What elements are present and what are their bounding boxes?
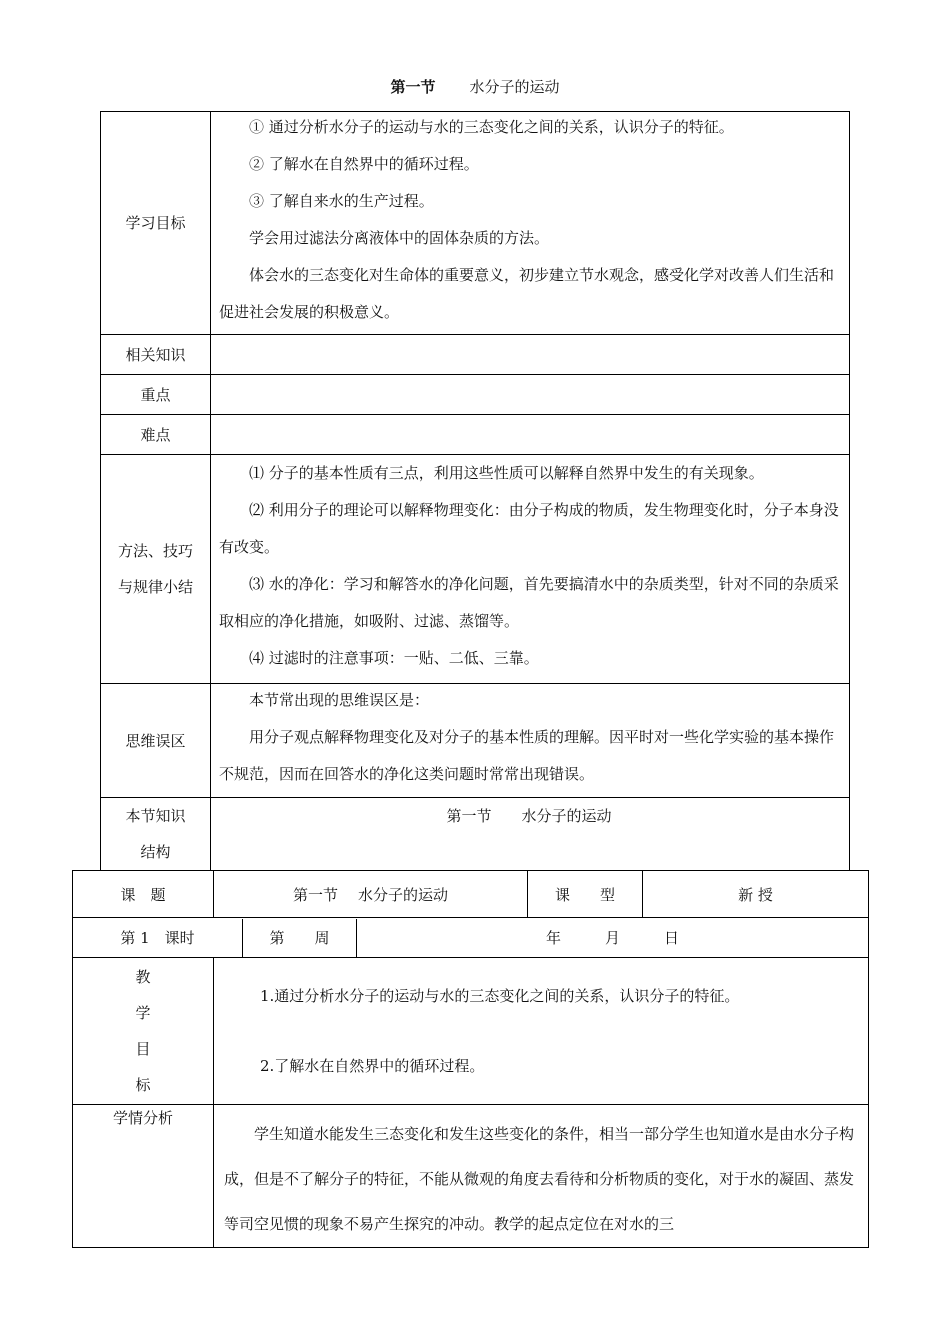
analysis-content <box>214 1105 869 1248</box>
topic-label: 课 题 <box>73 871 214 918</box>
title-section: 第一节 <box>390 78 436 96</box>
structure-topic: 水分子的运动 <box>521 807 612 825</box>
objective-item: 体会水的三态变化对生命体的重要意义，初步建立节水观念，感受化学对改善人们生活和促进社会发展的积极意义。 <box>219 266 835 321</box>
page-title <box>0 76 950 97</box>
topic-name: 水分子的运动 <box>358 885 449 904</box>
objective-item: ③ 了解自来水的生产过程。 <box>249 192 434 210</box>
study-guide-table <box>100 111 850 871</box>
teaching-objectives-label <box>73 958 214 1105</box>
key-point-label: 重点 <box>101 375 211 415</box>
type-value: 新 授 <box>643 871 869 918</box>
objective-item: ① 通过分析水分子的运动与水的三态变化之间的关系，认识分子的特征。 <box>249 118 734 136</box>
structure-label <box>101 798 211 871</box>
difficult-point-label: 难点 <box>101 415 211 455</box>
objectives-content <box>211 112 850 335</box>
type-label: 课 型 <box>528 871 643 918</box>
label-char: 教 <box>135 968 151 986</box>
structure-label-line: 本节知识 <box>125 807 186 825</box>
misconception-label: 思维误区 <box>101 684 211 798</box>
key-point-content <box>211 375 850 415</box>
misconception-content <box>211 684 850 798</box>
lesson-plan-table <box>72 870 869 1248</box>
teaching-objective-item: 1.通过分析水分子的运动与水的三态变化之间的关系，认识分子的特征。 <box>260 987 740 1005</box>
structure-section: 第一节 <box>446 807 492 825</box>
topic-value <box>214 871 528 918</box>
teaching-objectives-content <box>214 958 869 1105</box>
teaching-objective-item: 2.了解水在自然界中的循环过程。 <box>260 1057 485 1075</box>
methods-label-line: 方法、技巧 <box>117 542 193 560</box>
topic-section: 第一节 <box>292 885 338 904</box>
method-item: ⑷ 过滤时的注意事项：一贴、二低、三靠。 <box>249 649 539 667</box>
label-char: 标 <box>135 1076 151 1094</box>
difficult-point-content <box>211 415 850 455</box>
date-year: 年 <box>545 929 561 947</box>
week-label: 第 周 <box>243 919 357 957</box>
objectives-label: 学习目标 <box>101 112 211 335</box>
method-item: ⑴ 分子的基本性质有三点，利用这些性质可以解释自然界中发生的有关现象。 <box>249 464 764 482</box>
misconception-item: 本节常出现的思维误区是： <box>249 691 430 709</box>
analysis-label: 学情分析 <box>73 1105 214 1248</box>
label-char: 学 <box>135 1004 151 1022</box>
date-day: 日 <box>664 929 680 947</box>
methods-label <box>101 455 211 684</box>
analysis-text: 学生知道水能发生三态变化和发生这些变化的条件，相当一部分学生也知道水是由水分子构成，但是不了解分子的特征，不能从微观的角度去看待和分析物质的变化，对于水的凝固、蒸发等司空见惯的现象不易产生探究的冲动。教学的起点定位在对水的三 <box>224 1125 855 1233</box>
method-item: ⑶ 水的净化：学习和解答水的净化问题，首先要搞清水中的杂质类型，针对不同的杂质采取相应的净化措施，如吸附、过滤、蒸馏等。 <box>219 575 839 630</box>
related-knowledge-label: 相关知识 <box>101 335 211 375</box>
methods-content <box>211 455 850 684</box>
misconception-item: 用分子观点解释物理变化及对分子的基本性质的理解。因平时对一些化学实验的基本操作不规范，因而在回答水的净化这类问题时常常出现错误。 <box>219 728 835 783</box>
date-month: 月 <box>604 929 620 947</box>
date-fields <box>357 919 869 957</box>
title-topic: 水分子的运动 <box>469 78 560 96</box>
structure-content <box>211 798 850 871</box>
structure-label-line: 结构 <box>140 843 171 861</box>
period-label: 第 1 课时 <box>73 919 243 957</box>
objective-item: 学会用过滤法分离液体中的固体杂质的方法。 <box>249 229 550 247</box>
methods-label-line: 与规律小结 <box>117 578 193 596</box>
period-row <box>73 919 868 957</box>
method-item: ⑵ 利用分子的理论可以解释物理变化：由分子构成的物质，发生物理变化时，分子本身没有改变。 <box>219 501 839 556</box>
objective-item: ② 了解水在自然界中的循环过程。 <box>249 155 479 173</box>
label-char: 目 <box>135 1040 151 1058</box>
related-knowledge-content <box>211 335 850 375</box>
